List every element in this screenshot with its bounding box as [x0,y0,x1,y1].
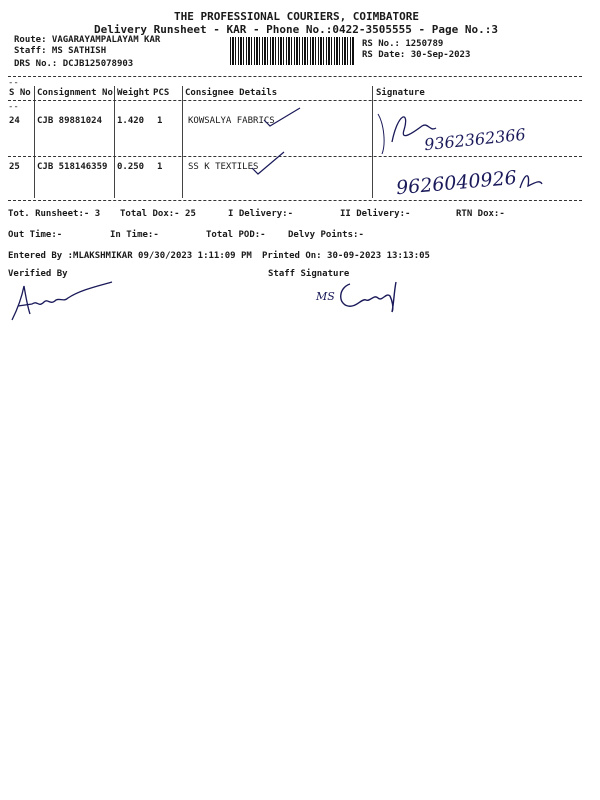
entered-by: Entered By :MLAKSHMIKAR 09/30/2023 1:11:09 PM [8,251,252,261]
barcode-image [230,37,354,65]
staff-signature-icon [336,278,406,316]
total-runsheet: Tot. Runsheet:- 3 [8,209,101,219]
table-row-sno: 25 [9,162,20,172]
total-pod: Total POD:- [206,230,266,240]
ii-delivery: II Delivery:- [340,209,411,219]
handwritten-phone: 9362362366 [423,124,527,155]
column-divider [34,86,35,198]
divider [8,100,582,101]
verified-signature-icon [8,278,118,324]
company-name: THE PROFESSIONAL COURIERS, COIMBATORE [174,10,420,23]
staff-initials: MS [316,290,335,303]
route-label: Route: VAGARAYAMPALAYAM KAR [14,35,161,45]
table-row-sno: 24 [9,116,20,126]
table-row-weight: 0.250 [117,162,145,172]
printed-on: Printed On: 30-09-2023 13:13:05 [262,251,430,261]
handwritten-phone: 9626040926 [395,166,518,200]
column-header-consignee: Consignee Details [185,88,278,98]
table-row-consignee: SS K TEXTILES [188,162,259,172]
table-row-pcs: 1 [157,162,163,172]
column-header-signature: Signature [376,88,425,98]
i-delivery: I Delivery:- [228,209,294,219]
runsheet-title: Delivery Runsheet - KAR - Phone No.:0422-3505555 - Page No.:3 [94,23,498,36]
column-header-pcs: PCS [153,88,170,98]
in-time: In Time:- [110,230,159,240]
rtn-dox: RTN Dox:- [456,209,505,219]
divider-mark: -- [8,102,19,112]
check-mark-icon [240,106,320,176]
divider [8,76,582,77]
total-dox: Total Dox:- 25 [120,209,196,219]
staff-signature-label: Staff Signature [268,269,350,279]
delvy-points: Delvy Points:- [288,230,364,240]
column-divider [182,86,183,198]
recipient-signature-icon [370,102,590,202]
table-row-consignment: CJB 518146359 [37,162,108,172]
table-row-consignment: CJB 89881024 [37,116,103,126]
staff-label: Staff: MS SATHISH [14,46,107,56]
verified-by-label: Verified By [8,269,68,279]
column-header-weight: Weight [117,88,150,98]
table-row-consignee: KOWSALYA FABRICS [188,116,275,126]
divider-mark: -- [8,78,19,88]
table-row-pcs: 1 [157,116,163,126]
table-row-weight: 1.420 [117,116,145,126]
rs-number: RS No.: 1250789 [362,39,444,49]
rs-date: RS Date: 30-Sep-2023 [362,50,471,60]
column-header-sno: S No [9,88,31,98]
column-header-consignment: Consignment No [37,88,113,98]
out-time: Out Time:- [8,230,63,240]
drs-number: DRS No.: DCJB125078903 [14,59,134,69]
column-divider [114,86,115,198]
